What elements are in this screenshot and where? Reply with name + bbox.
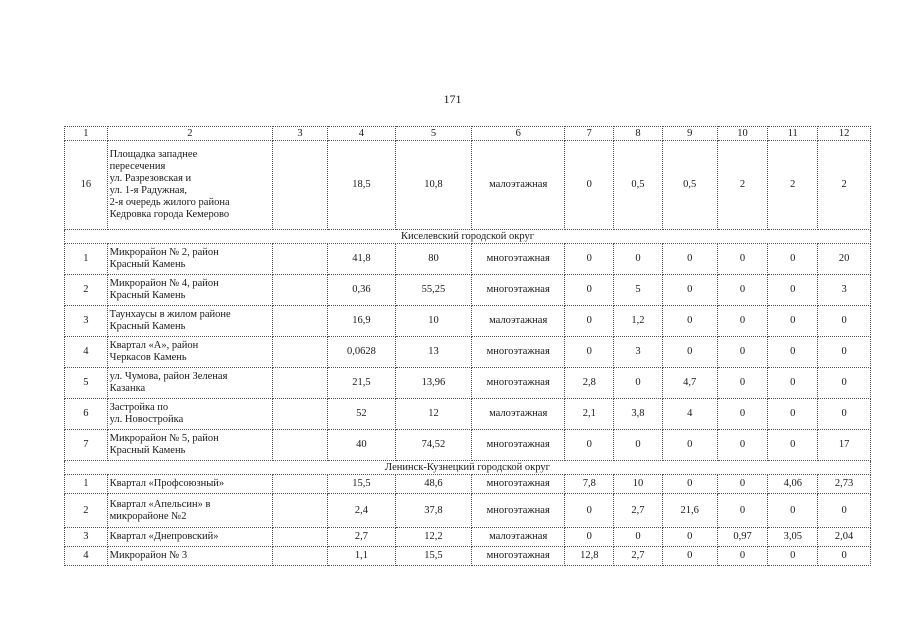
- cell-col12: 2: [818, 141, 871, 230]
- section-title: Киселевский городской округ: [65, 230, 871, 244]
- table-row: [65, 244, 871, 275]
- table-row: [65, 141, 871, 230]
- cell-col6: многоэтажная: [472, 475, 565, 494]
- cell-col10: 0: [717, 494, 768, 528]
- header-cell: 10: [717, 127, 768, 141]
- cell-col12: 0: [818, 368, 871, 399]
- cell-col9: 0: [662, 337, 717, 368]
- cell-col6: малоэтажная: [472, 528, 565, 547]
- cell-col3: [273, 368, 328, 399]
- cell-col9: 0: [662, 275, 717, 306]
- name-line: Квартал «Апельсин» в: [109, 498, 211, 510]
- row-number: 4: [65, 547, 108, 566]
- cell-col9: 21,6: [662, 494, 717, 528]
- object-name: [107, 368, 272, 399]
- cell-col5: 74,52: [395, 430, 471, 461]
- cell-col12: 0: [818, 547, 871, 566]
- name-line: Красный Камень: [109, 445, 186, 456]
- cell-col7: 0: [565, 306, 614, 337]
- name-line: Казанка: [109, 383, 146, 394]
- cell-col3: [273, 399, 328, 430]
- cell-col5: 37,8: [395, 494, 471, 528]
- cell-col10: 0: [717, 337, 768, 368]
- cell-col9: 4: [662, 399, 717, 430]
- cell-col11: 0: [768, 494, 818, 528]
- name-line: Площадка западнее: [109, 149, 198, 160]
- header-cell: 6: [472, 127, 565, 141]
- cell-col9: 0: [662, 244, 717, 275]
- cell-col9: 0: [662, 475, 717, 494]
- cell-col3: [273, 475, 328, 494]
- cell-col7: 2,1: [565, 399, 614, 430]
- cell-col12: 0: [818, 306, 871, 337]
- cell-col4: 2,7: [327, 528, 395, 547]
- header-cell: 2: [107, 127, 272, 141]
- table-row: [65, 430, 871, 461]
- cell-col4: 21,5: [327, 368, 395, 399]
- cell-col5: 10,8: [395, 141, 471, 230]
- cell-col11: 0: [768, 244, 818, 275]
- cell-col6: малоэтажная: [472, 306, 565, 337]
- name-line: ул. 1-я Радужная,: [109, 185, 188, 196]
- name-line: Квартал «Днепровский»: [109, 531, 219, 542]
- cell-col12: 17: [818, 430, 871, 461]
- cell-col12: 20: [818, 244, 871, 275]
- cell-col7: 0: [565, 244, 614, 275]
- cell-col8: 0,5: [614, 141, 663, 230]
- row-number: 3: [65, 306, 108, 337]
- cell-col8: 0: [614, 430, 663, 461]
- cell-col8: 3: [614, 337, 663, 368]
- name-line: Черкасов Камень: [109, 352, 187, 363]
- cell-col5: 15,5: [395, 547, 471, 566]
- cell-col3: [273, 244, 328, 275]
- cell-col4: 18,5: [327, 141, 395, 230]
- cell-col8: 5: [614, 275, 663, 306]
- object-name: [107, 275, 272, 306]
- name-line: Кедровка города Кемерово: [109, 209, 230, 220]
- cell-col3: [273, 306, 328, 337]
- cell-col4: 40: [327, 430, 395, 461]
- cell-col12: 2,73: [818, 475, 871, 494]
- cell-col12: 2,04: [818, 528, 871, 547]
- cell-col5: 12,2: [395, 528, 471, 547]
- cell-col8: 0: [614, 368, 663, 399]
- cell-col3: [273, 337, 328, 368]
- cell-col11: 4,06: [768, 475, 818, 494]
- table-row: [65, 275, 871, 306]
- cell-col7: 0: [565, 430, 614, 461]
- cell-col9: 0: [662, 430, 717, 461]
- cell-col10: 0: [717, 430, 768, 461]
- cell-col8: 0: [614, 244, 663, 275]
- page-number: 171: [443, 92, 462, 106]
- row-number: 16: [65, 141, 108, 230]
- cell-col10: 0: [717, 368, 768, 399]
- cell-col10: 0: [717, 475, 768, 494]
- cell-col10: 2: [717, 141, 768, 230]
- row-number: 2: [65, 494, 108, 528]
- object-name: [107, 494, 272, 528]
- data-table: [64, 126, 871, 566]
- cell-col4: 0,0628: [327, 337, 395, 368]
- header-cell: 5: [395, 127, 471, 141]
- section-title: Ленинск-Кузнецкий городской округ: [65, 461, 871, 475]
- header-cell: 4: [327, 127, 395, 141]
- cell-col12: 0: [818, 494, 871, 528]
- cell-col10: 0: [717, 244, 768, 275]
- row-number: 1: [65, 475, 108, 494]
- header-cell: 7: [565, 127, 614, 141]
- cell-col4: 52: [327, 399, 395, 430]
- cell-col5: 48,6: [395, 475, 471, 494]
- cell-col10: 0: [717, 306, 768, 337]
- object-name: [107, 430, 272, 461]
- cell-col11: 2: [768, 141, 818, 230]
- cell-col3: [273, 547, 328, 566]
- cell-col10: 0: [717, 399, 768, 430]
- name-line: Застройка по: [109, 402, 169, 413]
- header-cell: 9: [662, 127, 717, 141]
- cell-col6: многоэтажная: [472, 368, 565, 399]
- object-name: [107, 399, 272, 430]
- cell-col11: 0: [768, 399, 818, 430]
- cell-col3: [273, 430, 328, 461]
- row-number: 4: [65, 337, 108, 368]
- name-line: Красный Камень: [109, 290, 186, 301]
- name-line: Микрорайон № 4, район: [109, 278, 219, 289]
- table-row: [65, 494, 871, 528]
- cell-col5: 13,96: [395, 368, 471, 399]
- cell-col11: 0: [768, 306, 818, 337]
- row-number: 6: [65, 399, 108, 430]
- cell-col9: 0: [662, 547, 717, 566]
- cell-col7: 0: [565, 275, 614, 306]
- name-line: Таунхаусы в жилом районе: [109, 309, 231, 320]
- cell-col9: 0: [662, 528, 717, 547]
- name-line: Красный Камень: [109, 321, 186, 332]
- name-line: ул. Разрезовская и: [109, 173, 192, 184]
- cell-col11: 0: [768, 337, 818, 368]
- header-cell: 3: [273, 127, 328, 141]
- cell-col11: 0: [768, 547, 818, 566]
- cell-col7: 2,8: [565, 368, 614, 399]
- cell-col11: 0: [768, 275, 818, 306]
- name-line: 2-я очередь жилого района: [109, 197, 230, 208]
- object-name: [107, 141, 272, 230]
- section-row: [65, 230, 871, 244]
- cell-col6: многоэтажная: [472, 244, 565, 275]
- cell-col3: [273, 275, 328, 306]
- row-number: 7: [65, 430, 108, 461]
- table-row: [65, 368, 871, 399]
- name-line: Микрорайон № 2, район: [109, 247, 219, 258]
- name-line: Микрорайон № 5, район: [109, 433, 219, 444]
- cell-col4: 15,5: [327, 475, 395, 494]
- table-row: [65, 306, 871, 337]
- object-name: [107, 547, 272, 566]
- cell-col4: 16,9: [327, 306, 395, 337]
- name-line: Микрорайон № 3: [109, 550, 188, 561]
- cell-col4: 41,8: [327, 244, 395, 275]
- name-line: пересечения: [109, 161, 166, 172]
- cell-col5: 12: [395, 399, 471, 430]
- header-row: [65, 127, 871, 141]
- cell-col6: многоэтажная: [472, 337, 565, 368]
- object-name: [107, 528, 272, 547]
- cell-col3: [273, 494, 328, 528]
- cell-col6: многоэтажная: [472, 547, 565, 566]
- table-row: [65, 475, 871, 494]
- header-cell: 11: [768, 127, 818, 141]
- cell-col6: малоэтажная: [472, 399, 565, 430]
- cell-col8: 10: [614, 475, 663, 494]
- row-number: 2: [65, 275, 108, 306]
- cell-col8: 2,7: [614, 494, 663, 528]
- cell-col4: 0,36: [327, 275, 395, 306]
- cell-col8: 3,8: [614, 399, 663, 430]
- object-name: [107, 337, 272, 368]
- cell-col3: [273, 528, 328, 547]
- cell-col8: 2,7: [614, 547, 663, 566]
- cell-col9: 0,5: [662, 141, 717, 230]
- cell-col11: 0: [768, 430, 818, 461]
- cell-col10: 0: [717, 275, 768, 306]
- row-number: 5: [65, 368, 108, 399]
- object-name: [107, 306, 272, 337]
- table-row: [65, 547, 871, 566]
- cell-col6: многоэтажная: [472, 494, 565, 528]
- cell-col8: 0: [614, 528, 663, 547]
- cell-col12: 3: [818, 275, 871, 306]
- cell-col7: 12,8: [565, 547, 614, 566]
- cell-col3: [273, 141, 328, 230]
- cell-col5: 10: [395, 306, 471, 337]
- name-line: Квартал «А», район: [109, 340, 199, 351]
- name-line: ул. Чумова, район Зеленая: [109, 371, 228, 382]
- cell-col6: многоэтажная: [472, 275, 565, 306]
- object-name: [107, 475, 272, 494]
- cell-col10: 0: [717, 547, 768, 566]
- cell-col7: 0: [565, 141, 614, 230]
- table-body: [65, 127, 871, 566]
- cell-col9: 4,7: [662, 368, 717, 399]
- cell-col4: 2,4: [327, 494, 395, 528]
- cell-col6: малоэтажная: [472, 141, 565, 230]
- name-line: ул. Новостройка: [109, 414, 184, 425]
- cell-col10: 0,97: [717, 528, 768, 547]
- cell-col12: 0: [818, 399, 871, 430]
- section-row: [65, 461, 871, 475]
- table-row: [65, 337, 871, 368]
- header-cell: 12: [818, 127, 871, 141]
- cell-col4: 1,1: [327, 547, 395, 566]
- cell-col7: 0: [565, 337, 614, 368]
- header-cell: 1: [65, 127, 108, 141]
- cell-col7: 0: [565, 494, 614, 528]
- cell-col5: 13: [395, 337, 471, 368]
- cell-col8: 1,2: [614, 306, 663, 337]
- cell-col5: 80: [395, 244, 471, 275]
- cell-col12: 0: [818, 337, 871, 368]
- row-number: 3: [65, 528, 108, 547]
- cell-col9: 0: [662, 306, 717, 337]
- header-cell: 8: [614, 127, 663, 141]
- cell-col7: 7,8: [565, 475, 614, 494]
- row-number: 1: [65, 244, 108, 275]
- cell-col5: 55,25: [395, 275, 471, 306]
- cell-col6: многоэтажная: [472, 430, 565, 461]
- object-name: [107, 244, 272, 275]
- name-line: Красный Камень: [109, 259, 186, 270]
- cell-col11: 3,05: [768, 528, 818, 547]
- cell-col11: 0: [768, 368, 818, 399]
- cell-col7: 0: [565, 528, 614, 547]
- table-row: [65, 528, 871, 547]
- name-line: Квартал «Профсоюзный»: [109, 478, 225, 489]
- name-line: микрорайоне №2: [109, 510, 187, 522]
- table-row: [65, 399, 871, 430]
